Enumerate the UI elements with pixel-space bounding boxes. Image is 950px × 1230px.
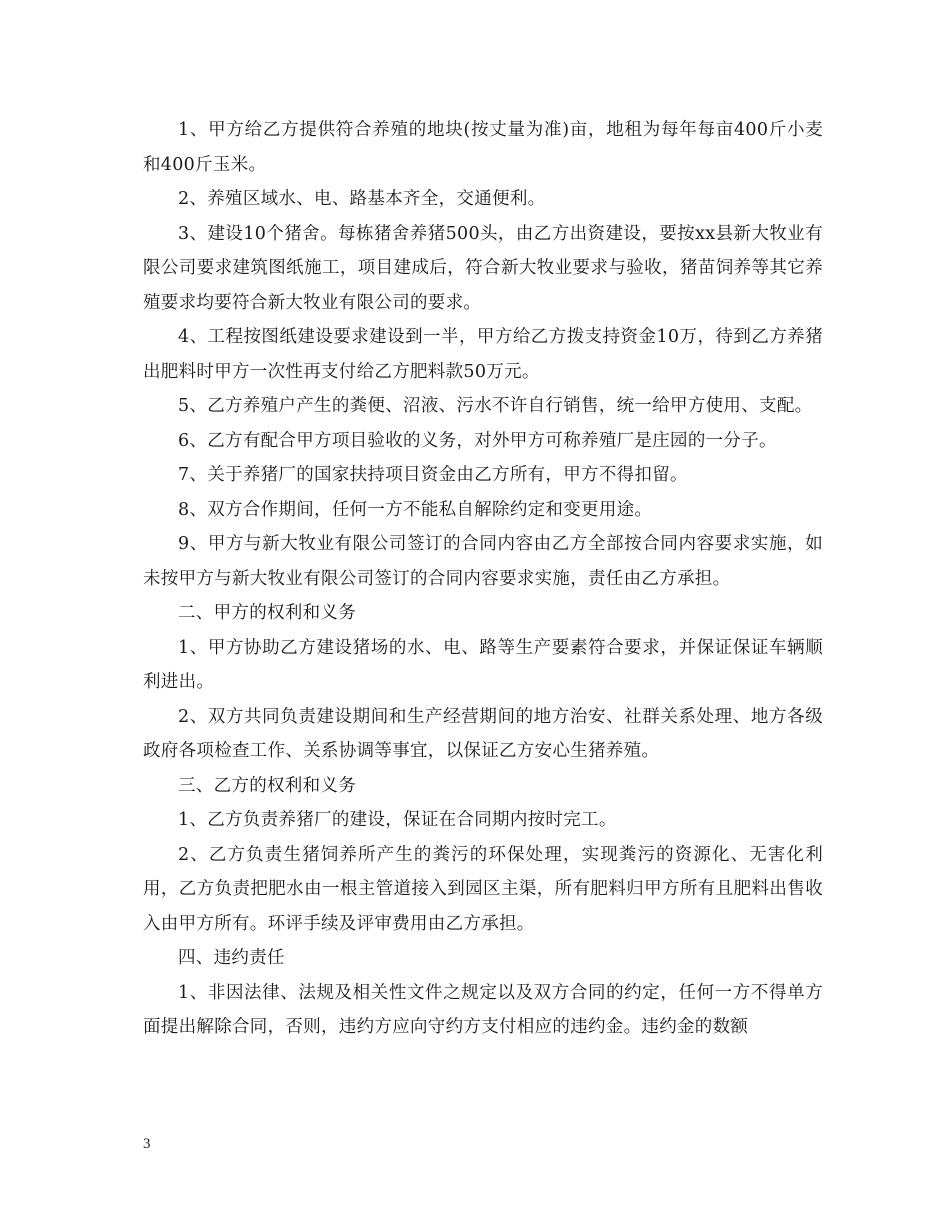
clause-1-4: 4、工程按图纸建设要求建设到一半，甲方给乙方拨支持资金10万，待到乙方养猪出肥料时甲方一次性再支付给乙方肥料款50万元。: [143, 327, 823, 382]
document-body: [143, 113, 823, 1045]
clause-3-1: 1、乙方负责养猪厂的建设，保证在合同期内按时完工。: [178, 810, 617, 830]
page-number: 3: [143, 1136, 151, 1152]
clause-4-1: 1、非因法律、法规及相关性文件之规定以及双方合同的约定，任何一方不得单方面提出解除合同，否则，违约方应向守约方支付相应的违约金。违约金的数额: [143, 982, 823, 1037]
clause-1-2: 2、养殖区域水、电、路基本齐全，交通便利。: [178, 189, 546, 209]
section-heading-4: 四、违约责任: [178, 948, 285, 968]
clause-2-2: 2、双方共同负责建设期间和生产经营期间的地方治安、社群关系处理、地方各级政府各项检查工作、关系协调等事宜，以保证乙方安心生猪养殖。: [143, 706, 823, 761]
clause-3-2: 2、乙方负责生猪饲养所产生的粪污的环保处理，实现粪污的资源化、无害化利用，乙方负责把肥水由一根主管道接入到园区主渠，所有肥料归甲方所有且肥料出售收入由甲方所有。环评手续及评审费用由乙方承担。: [143, 844, 823, 934]
clause-1-3: 3、建设10个猪舍。每栋猪舍养猪500头，由乙方出资建设，要按xx县新大牧业有限公司要求建筑图纸施工，项目建成后，符合新大牧业要求与验收，猪苗饲养等其它养殖要求均要符合新大牧业有限公司的要求。: [143, 223, 823, 313]
clause-1-5: 5、乙方养殖户产生的粪便、沼液、污水不许自行销售，统一给甲方使用、支配。: [178, 396, 813, 416]
clause-1-8: 8、双方合作期间，任何一方不能私自解除约定和变更用途。: [178, 499, 653, 520]
clause-2-1: 1、甲方协助乙方建设猪场的水、电、路等生产要素符合要求，并保证保证车辆顺利进出。: [143, 637, 823, 692]
section-heading-3: 三、乙方的权利和义务: [178, 775, 356, 796]
section-heading-2: 二、甲方的权利和义务: [178, 603, 356, 623]
clause-1-9: 9、甲方与新大牧业有限公司签订的合同内容由乙方全部按合同内容要求实施，如未按甲方与新大牧业有限公司签订的合同内容要求实施，责任由乙方承担。: [143, 534, 823, 589]
clause-1-1: 1、甲方给乙方提供符合养殖的地块(按丈量为准)亩，地租为每年每亩400斤小麦和400斤玉米。: [143, 120, 823, 175]
clause-1-7: 7、关于养猪厂的国家扶持项目资金由乙方所有，甲方不得扣留。: [178, 465, 688, 485]
clause-1-6: 6、乙方有配合甲方项目验收的义务，对外甲方可称养殖厂是庄园的一分子。: [178, 430, 777, 451]
